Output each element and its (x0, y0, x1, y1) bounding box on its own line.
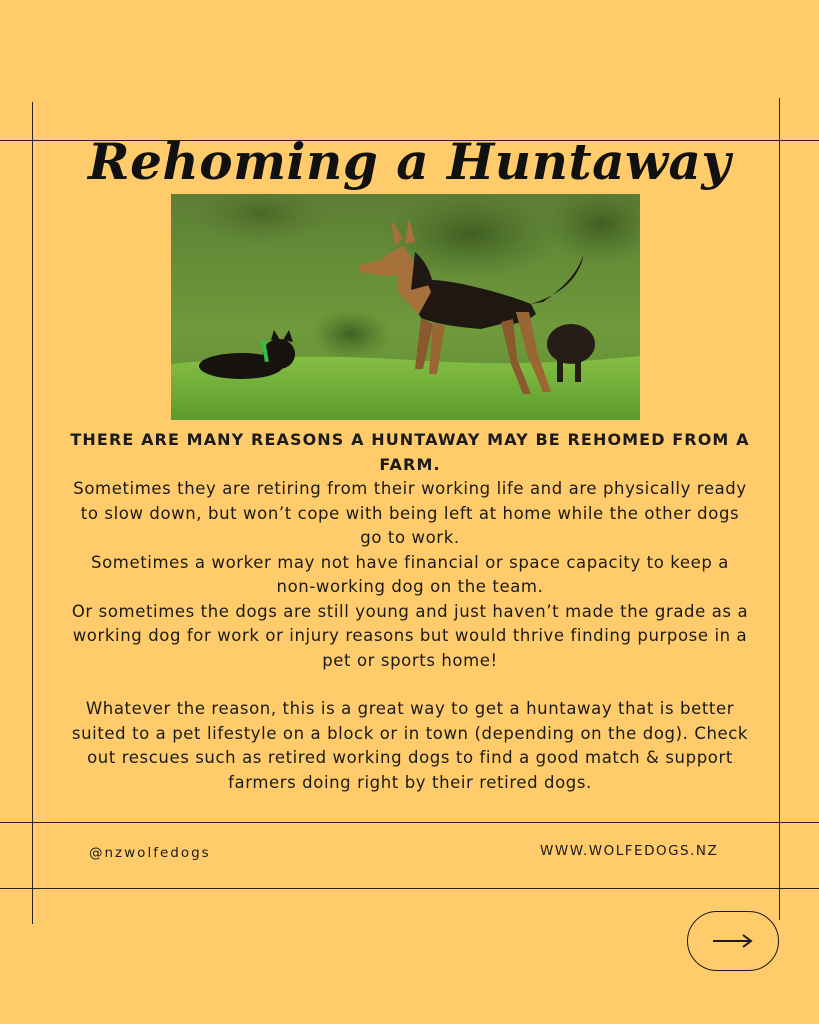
body-copy (70, 428, 750, 795)
paragraph-closing: Whatever the reason, this is a great way to get a huntaway that is better suited to a pet lifestyle on a block or in town (depending on the dog). Check out rescues such as retired working dogs to find a good match & support farmers doing right by their retired dogs. (71, 699, 749, 792)
paragraph-retiring: Sometimes they are retiring from their working life and are physically ready to slow down, but won’t cope with being left at home while the other dogs go to work. (73, 479, 747, 547)
social-handle[interactable]: @nzwolfedogs (89, 845, 211, 861)
footer-bottom-rule (0, 888, 819, 889)
paragraph-capacity: Sometimes a worker may not have financial or space capacity to keep a non-working dog on the team. (91, 552, 729, 596)
spacer (70, 673, 750, 697)
right-rule (779, 98, 780, 920)
arrow-right-icon (712, 933, 754, 949)
paragraph-young-dogs: Or sometimes the dogs are still young and just haven’t made the grade as a working dog for work or injury reasons but would thrive finding purpose in a pet or sports home! (71, 601, 749, 670)
footer-top-rule (0, 822, 819, 823)
dog-photo (171, 194, 640, 420)
website-link[interactable]: WWW.WOLFEDOGS.NZ (540, 843, 719, 859)
next-slide-button[interactable] (687, 911, 779, 971)
page-title: Rehoming a Huntaway (88, 132, 731, 191)
left-rule (32, 102, 33, 924)
lead-statement: THERE ARE MANY REASONS A HUNTAWAY MAY BE REHOMED FROM A FARM. (70, 430, 750, 474)
